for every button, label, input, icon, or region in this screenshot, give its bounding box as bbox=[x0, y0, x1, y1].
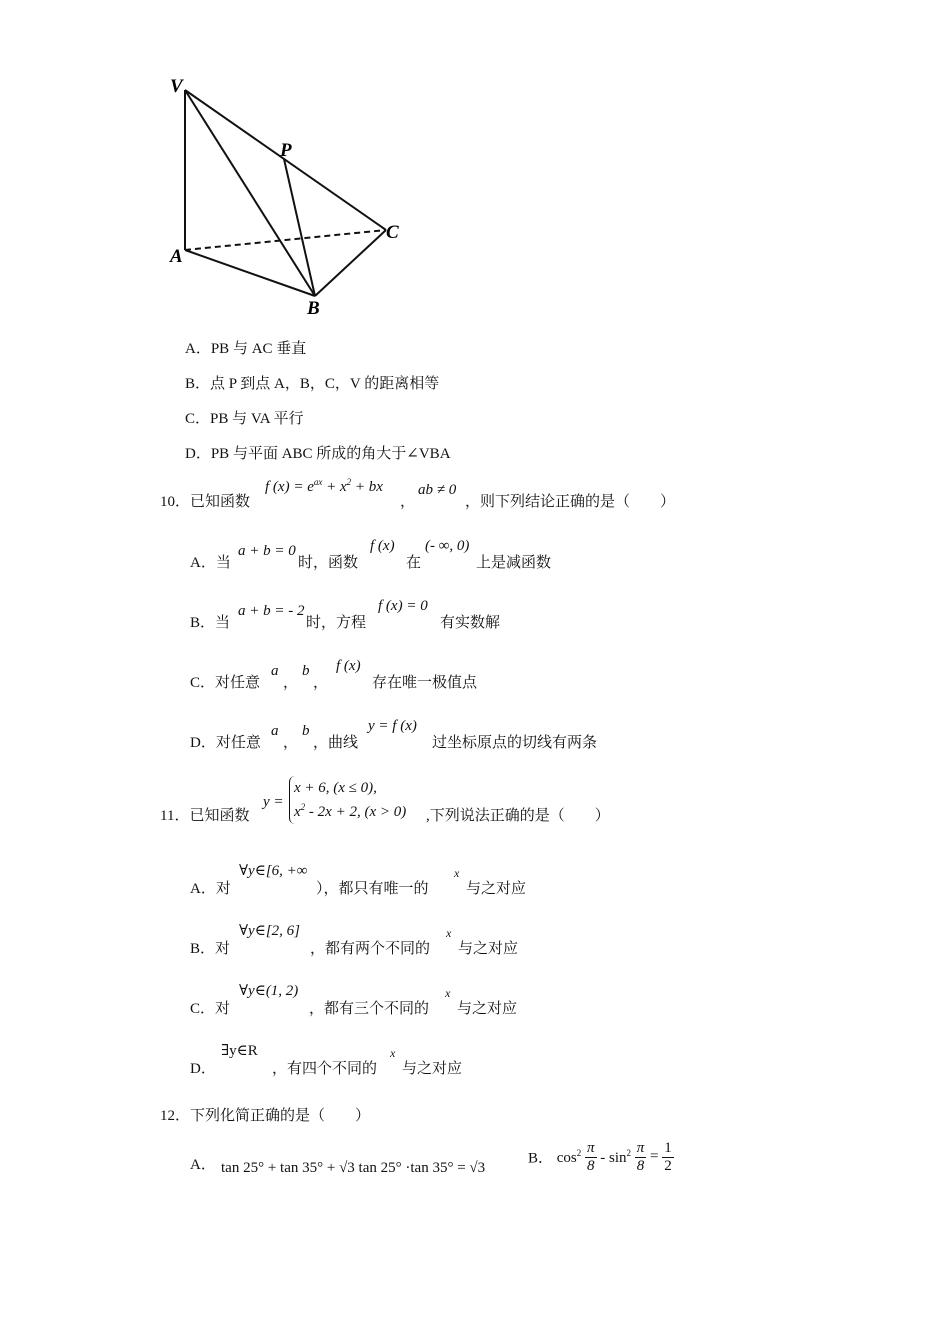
label-c: C bbox=[386, 222, 399, 243]
q10-condition: ab ≠ 0 bbox=[418, 482, 457, 498]
edge-ac-dashed bbox=[185, 230, 386, 250]
q11-piecewise: x + 6, (x ≤ 0), $x^2 - 2x + 2$, (x > 0) bbox=[289, 776, 406, 824]
label-b: B bbox=[307, 298, 320, 319]
label-p: P bbox=[280, 140, 292, 161]
q10-stem-post: ，则下列结论正确的是（ ） bbox=[465, 494, 676, 510]
q9-option-a[interactable]: A．PB 与 AC 垂直 bbox=[185, 341, 307, 357]
q10-stem: 10．已知函数 bbox=[160, 494, 251, 510]
edge-pb bbox=[284, 159, 315, 296]
q12-number: 12． bbox=[160, 1108, 191, 1124]
label-v: V bbox=[170, 76, 183, 97]
q10-comma: ， bbox=[400, 494, 416, 510]
q12-stem: 12．下列化简正确的是（ ） bbox=[160, 1108, 371, 1124]
q9-option-d[interactable]: D．PB 与平面 ABC 所成的角大于∠VBA bbox=[185, 446, 451, 462]
q11-number: 11． bbox=[160, 808, 190, 824]
q12-option-b[interactable]: B． $\cos^2$ $\frac{\pi}{8}$ - $\sin^2$ $\frac{\pi}{8}$ = $\frac{1}{2}$ bbox=[528, 1140, 672, 1174]
label-a: A bbox=[170, 246, 183, 267]
pyramid-figure bbox=[160, 70, 420, 330]
q9-option-b[interactable]: B．点 P 到点 A，B，C，V 的距离相等 bbox=[185, 376, 440, 392]
q9-option-c[interactable]: C．PB 与 VA 平行 bbox=[185, 411, 304, 427]
q11-stem: 11．已知函数 bbox=[160, 808, 250, 824]
q10-function: f $(x) = e^{ax} + x^2$ + bx bbox=[265, 477, 383, 495]
edge-vb bbox=[185, 90, 315, 296]
q11-stem-post: ,下列说法正确的是（ ） bbox=[426, 808, 610, 824]
edge-ab bbox=[185, 250, 315, 296]
edge-bc bbox=[315, 230, 386, 296]
q11-y-eq: y = bbox=[263, 794, 284, 810]
q10-number: 10． bbox=[160, 494, 191, 510]
